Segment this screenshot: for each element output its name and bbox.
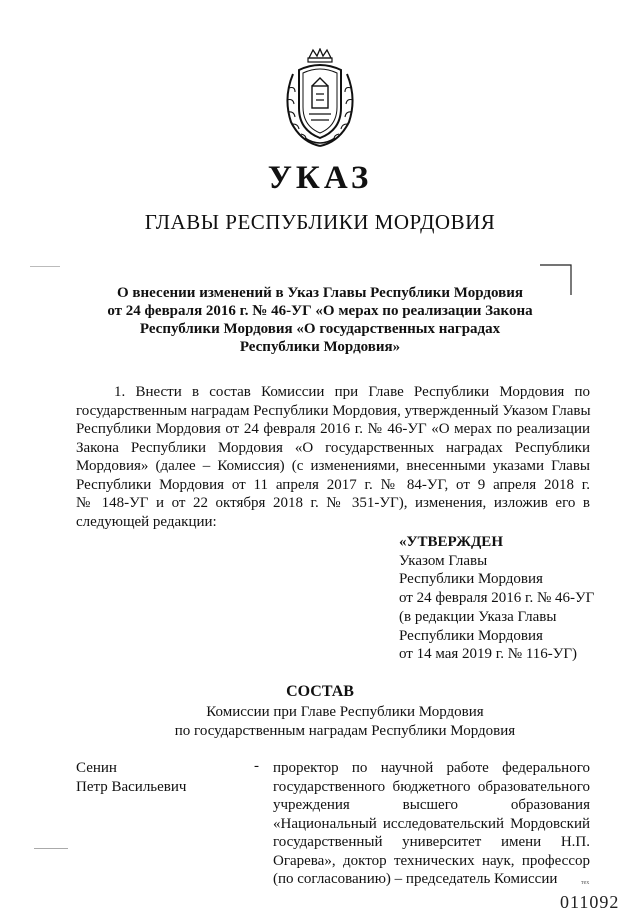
heading-line: Республики Мордовия» bbox=[239, 339, 401, 355]
composition-subtitle-line: по государственным наградам Республики Мордовия bbox=[174, 722, 516, 739]
composition-subtitle bbox=[0, 703, 640, 740]
member-desc-line: государственный университет имени Н.П. bbox=[273, 834, 590, 850]
decree-body bbox=[76, 383, 590, 531]
approval-block bbox=[399, 533, 629, 664]
scan-mark bbox=[34, 848, 68, 849]
serial-number: 011092 bbox=[560, 892, 620, 912]
member-desc-line: Огарева», доктор технических наук, профессор bbox=[273, 852, 590, 869]
approval-line: от 14 мая 2019 г. № 116-УГ) bbox=[399, 646, 578, 663]
heading-line: от 24 февраля 2016 г. № 46-УГ «О мерах по реализации Закона bbox=[107, 303, 533, 319]
member-desc-line: «Национальный исследовательский Мордовский bbox=[273, 815, 590, 832]
body-line: 1. Внести в состав Комиссии при Главе Республики Мордовия по bbox=[114, 384, 590, 400]
scan-mark bbox=[30, 266, 60, 267]
heading-line: Республики Мордовия «О государственных наградах bbox=[139, 321, 501, 337]
member-desc-line: государственного бюджетного образовательного bbox=[273, 778, 590, 795]
member-surname: Сенин bbox=[76, 760, 117, 776]
body-line: Закона Республики Мордовия «О государственных наградах Республики bbox=[76, 439, 590, 456]
member-desc-line: проректор по научной работе федерального bbox=[273, 760, 590, 776]
composition-subtitle-line: Комиссии при Главе Республики Мордовия bbox=[206, 704, 484, 720]
body-line: № 148-УГ и от 22 октября 2018 г. № 351-УГ), изменения, изложив его в bbox=[76, 495, 590, 511]
body-line: следующей редакции: bbox=[76, 513, 217, 530]
approval-line: Республики Мордовия bbox=[399, 571, 543, 588]
heading-line: О внесении изменений в Указ Главы Республики Мордовия bbox=[117, 285, 523, 301]
document-title: УКАЗ bbox=[267, 160, 373, 196]
approval-head: «УТВЕРЖДЕН bbox=[399, 534, 503, 550]
body-line: Мордовия» (далее – Комиссия) (с изменениями, внесенными указами Главы bbox=[76, 458, 590, 474]
member-desc-line: учреждения высшего образования bbox=[273, 797, 590, 813]
body-line: Республики Мордовия от 24 февраля 2016 г. № 46-УГ «О мерах по реализации bbox=[76, 421, 590, 437]
member-dash: - bbox=[254, 758, 259, 774]
approval-line: от 24 февраля 2016 г. № 46-УГ bbox=[399, 590, 595, 607]
member-given-name: Петр Васильевич bbox=[76, 778, 187, 795]
approval-line: Указом Главы bbox=[399, 552, 488, 569]
decree-heading bbox=[70, 284, 570, 356]
body-line: государственным наградам Республики Мордовия, утвержденный Указом Главы bbox=[76, 402, 591, 419]
member-name bbox=[76, 759, 186, 796]
composition-title: СОСТАВ bbox=[286, 683, 354, 700]
member-description bbox=[273, 759, 590, 889]
member-desc-line: (по согласованию) – председатель Комиссии bbox=[273, 871, 558, 887]
document-subtitle: ГЛАВЫ РЕСПУБЛИКИ МОРДОВИЯ bbox=[144, 210, 496, 234]
approval-line: Республики Мордовия bbox=[399, 627, 543, 644]
body-line: Республики Мордовия от 11 апреля 2017 г. № 84-УГ, от 9 апреля 2018 г. bbox=[76, 476, 590, 493]
footer-mark: тех bbox=[581, 880, 590, 886]
approval-line: (в редакции Указа Главы bbox=[399, 608, 557, 625]
coat-of-arms-emblem bbox=[279, 48, 361, 150]
